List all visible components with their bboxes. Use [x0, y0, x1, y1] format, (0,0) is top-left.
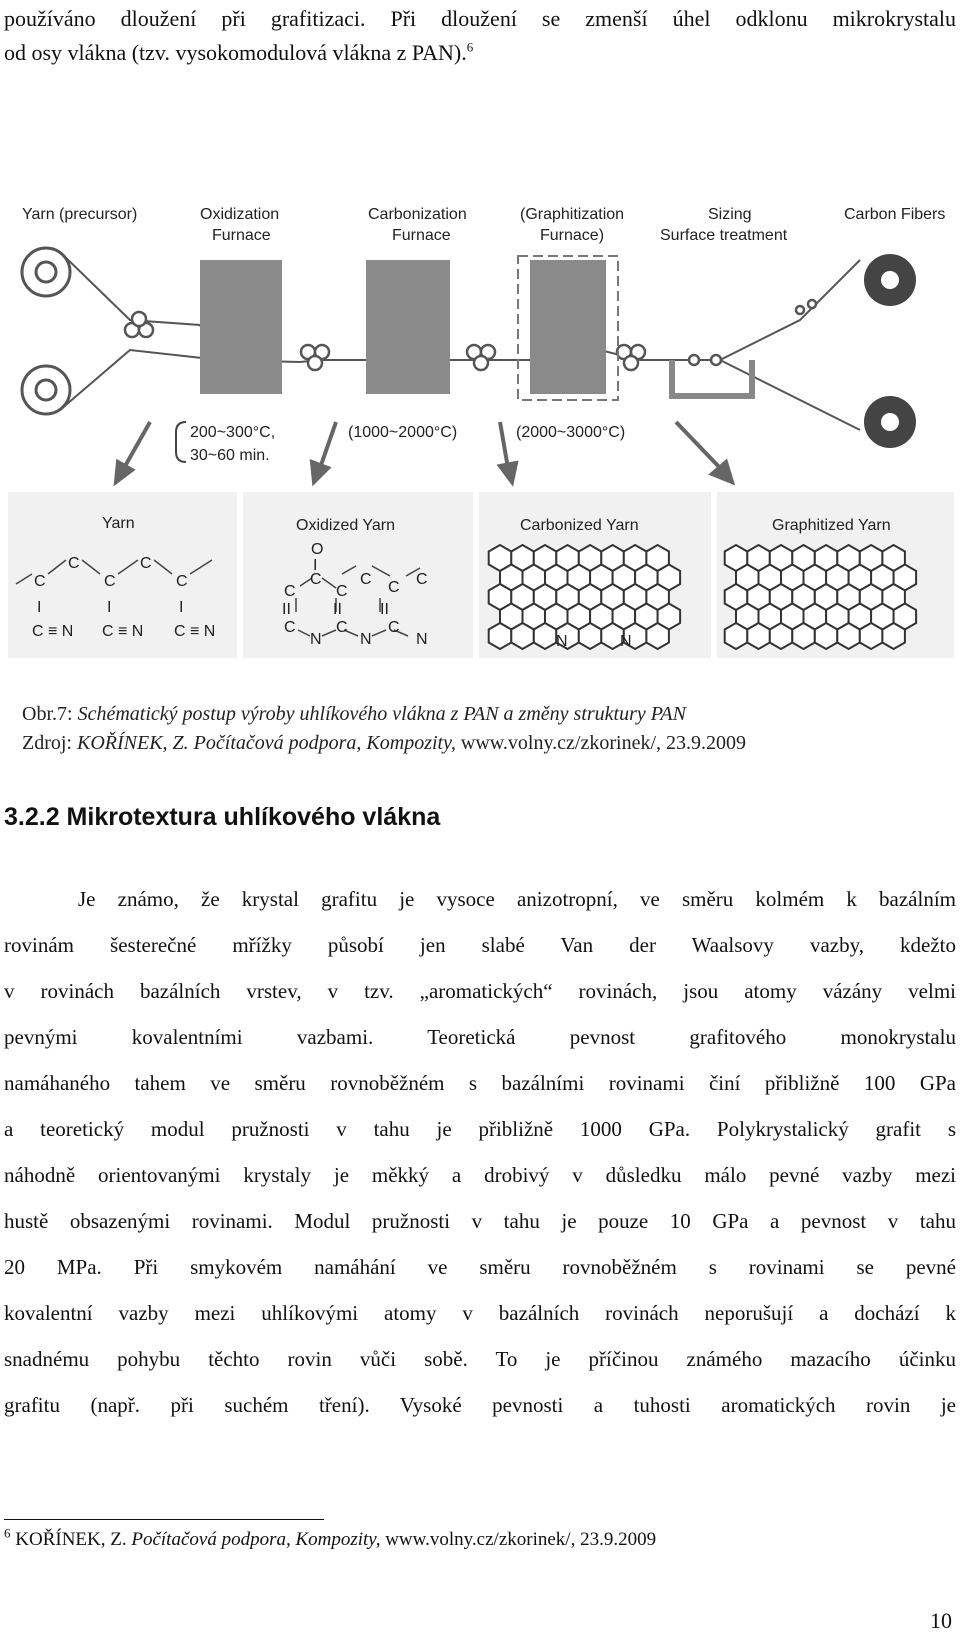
hex-cell [579, 623, 602, 649]
intro-paragraph [4, 2, 956, 70]
temp-oxidization-2: 30~60 min. [190, 447, 270, 464]
atom-c: C [104, 573, 116, 590]
carbonization-furnace [366, 260, 450, 394]
body-line: grafitu (např. při suchém tření). Vysoké pevnosti a tuhosti aromatických rovin je [4, 1393, 956, 1417]
body-line: kovalentní vazby mezi uhlíkovými atomy v bazálních rovinách neporušují a dochází k [4, 1301, 956, 1325]
atom-c: C [336, 619, 348, 636]
arrow-line [320, 422, 336, 468]
footnote-url[interactable]: www.volny.cz/zkorinek/, 23.9.2009 [380, 1529, 657, 1550]
atom-n: N [556, 633, 568, 650]
stage-label-carbon-fibers: Carbon Fibers [844, 206, 946, 223]
stage-label-oxidization: Oxidization [200, 206, 280, 223]
arrow-head [116, 462, 132, 482]
stage-label-graphitization: (Graphitization [520, 206, 625, 223]
hex-cell [815, 623, 838, 649]
atom-c: C [388, 619, 400, 636]
carbon-fiber-process-figure [0, 200, 960, 680]
roller [624, 356, 638, 370]
nitrile-group: C ≡ N [174, 623, 216, 640]
hex-cell [860, 623, 883, 649]
atom-n: N [416, 631, 428, 648]
panel-title-graphitized-yarn: Graphitized Yarn [772, 517, 891, 534]
roller [474, 356, 488, 370]
caption-label: Obr.7: [22, 703, 78, 725]
hex-cell [747, 623, 770, 649]
bond-double: II [333, 601, 342, 618]
arrow-line [124, 422, 150, 468]
body-paragraph [4, 876, 956, 1428]
footnote-separator [4, 1519, 324, 1520]
atom-c: C [336, 583, 348, 600]
caption-title: Schématický postup výroby uhlíkového vlákna z PAN a změny struktury PAN [77, 703, 686, 725]
temp-carbonization: (1000~2000°C) [348, 424, 458, 441]
panel-title-yarn: Yarn [102, 515, 135, 532]
roller [308, 356, 322, 370]
temp-oxidization-1: 200~300°C, [190, 424, 276, 441]
roller [796, 306, 804, 314]
hex-cell [792, 623, 815, 649]
hex-cell [770, 623, 793, 649]
bond-single: I [37, 599, 42, 616]
source-url[interactable]: www.volny.cz/zkorinek/, 23.9.2009 [455, 732, 747, 754]
carbon-fiber-spool-bottom [864, 396, 916, 448]
source-label: Zdroj: [22, 732, 77, 754]
roller [711, 355, 721, 365]
roller [808, 300, 816, 308]
hex-cell [725, 623, 748, 649]
body-line: snadnému pohybu těchto rovin vůči sobě. To je příčinou známého mazacího účinku [4, 1347, 956, 1371]
bond-single: I [107, 599, 112, 616]
atom-c: C [284, 619, 296, 636]
stage-label-surface-treatment: Surface treatment [660, 227, 788, 244]
nitrile-group: C ≡ N [32, 623, 74, 640]
carbon-fiber-spool-top [864, 254, 916, 306]
stage-label-yarn-precursor: Yarn (precursor) [22, 206, 138, 223]
atom-n: N [310, 631, 322, 648]
stage-label-carbonization: Carbonization [368, 206, 467, 223]
body-line: a teoretický modul pružnosti v tahu je přibližně 1000 GPa. Polykrystalický grafit s [4, 1117, 956, 1141]
arrow-head [500, 463, 516, 482]
hex-cell [511, 623, 534, 649]
hex-cell [882, 623, 905, 649]
footnote-title: Počítačová podpora, Kompozity, [131, 1529, 381, 1550]
atom-o: O [311, 541, 324, 558]
atom-c: C [284, 583, 296, 600]
fiber-path [60, 252, 860, 430]
arrow-line [500, 422, 508, 468]
arrow-line [676, 422, 722, 470]
atom-c: C [176, 573, 188, 590]
body-line: hustě obsazenými rovinami. Modul pružnosti v tahu je pouze 10 GPa a pevnost v tahu [4, 1209, 956, 1233]
hex-cell [646, 623, 669, 649]
atom-c: C [34, 573, 46, 590]
carbonized-hex-lattice [489, 545, 680, 649]
footnote-ref[interactable]: 6 [466, 39, 474, 55]
atom-n: N [360, 631, 372, 648]
roller [689, 355, 699, 365]
footnote-author: KOŘÍNEK, Z. [10, 1529, 132, 1550]
body-line: 20 MPa. Při smykovém namáhání ve směru rovnoběžném s rovinami se pevné [4, 1255, 956, 1279]
bond-single: I [179, 599, 184, 616]
nitrile-group: C ≡ N [102, 623, 144, 640]
footnote [4, 1527, 656, 1553]
roller [132, 312, 146, 326]
stage-label-furnace-1: Furnace [212, 227, 271, 244]
body-line: pevnými kovalentními vazbami. Teoretická pevnost grafitového monokrystalu [4, 1025, 956, 1049]
atom-n: N [620, 633, 632, 650]
intro-line-2-text: od osy vlákna (tzv. vysokomodulová vlákna z PAN). [4, 40, 467, 65]
stage-label-sizing: Sizing [708, 206, 752, 223]
sizing-bath [672, 360, 752, 396]
arrow-head [312, 462, 328, 482]
panel-title-oxidized-yarn: Oxidized Yarn [296, 517, 396, 534]
bond-single: I [313, 557, 318, 574]
atom-c: C [388, 579, 400, 596]
atom-c: C [140, 555, 152, 572]
atom-c: C [310, 571, 322, 588]
page-number: 10 [930, 1608, 952, 1633]
atom-c: C [68, 555, 80, 572]
temp-graphitization: (2000~3000°C) [516, 424, 626, 441]
body-line: rovinám šesterečné mřížky působí jen slabé Van der Waalsovy vazby, kdežto [4, 933, 956, 957]
stage-label-furnace-3: Furnace) [540, 227, 605, 244]
intro-line-2 [4, 36, 956, 70]
graphitization-furnace [530, 260, 606, 394]
figure-caption [22, 700, 746, 758]
caption-line-1 [22, 700, 746, 729]
graphitized-hex-lattice [725, 545, 916, 649]
intro-line-1: používáno dloužení při grafitizaci. Při dloužení se zmenší úhel odklonu mikrokrystalu [4, 6, 956, 31]
section-heading: 3.2.2 Mikrotextura uhlíkového vlákna [4, 803, 441, 831]
hex-cell [489, 623, 512, 649]
hex-cell [534, 623, 557, 649]
body-line: náhodně orientovanými krystaly je měkký a drobivý v důsledku málo pevné vazby mezi [4, 1163, 956, 1187]
body-line: Je známo, že krystal grafitu je vysoce anizotropní, ve směru kolmém k bazálním [78, 887, 956, 911]
body-line: v rovinách bazálních vrstev, v tzv. „aromatických“ rovinách, jsou atomy vázány velmi [4, 979, 956, 1003]
atom-c: C [416, 571, 428, 588]
oxidization-furnace [200, 260, 282, 394]
bond-double: II [282, 601, 291, 618]
bond-double: II [380, 601, 389, 618]
panel-title-carbonized-yarn: Carbonized Yarn [520, 517, 639, 534]
temp-bracket-oxidization [176, 422, 186, 462]
hex-cell [837, 623, 860, 649]
stage-label-furnace-2: Furnace [392, 227, 451, 244]
body-line: namáhaného tahem ve směru rovnoběžném s bazálními rovinami činí přibližně 100 GPa [4, 1071, 956, 1095]
footnote-number: 6 [4, 1525, 11, 1541]
caption-line-2 [22, 729, 746, 758]
atom-c: C [360, 571, 372, 588]
source-title: KOŘÍNEK, Z. Počítačová podpora, Kompozity, [77, 732, 456, 754]
